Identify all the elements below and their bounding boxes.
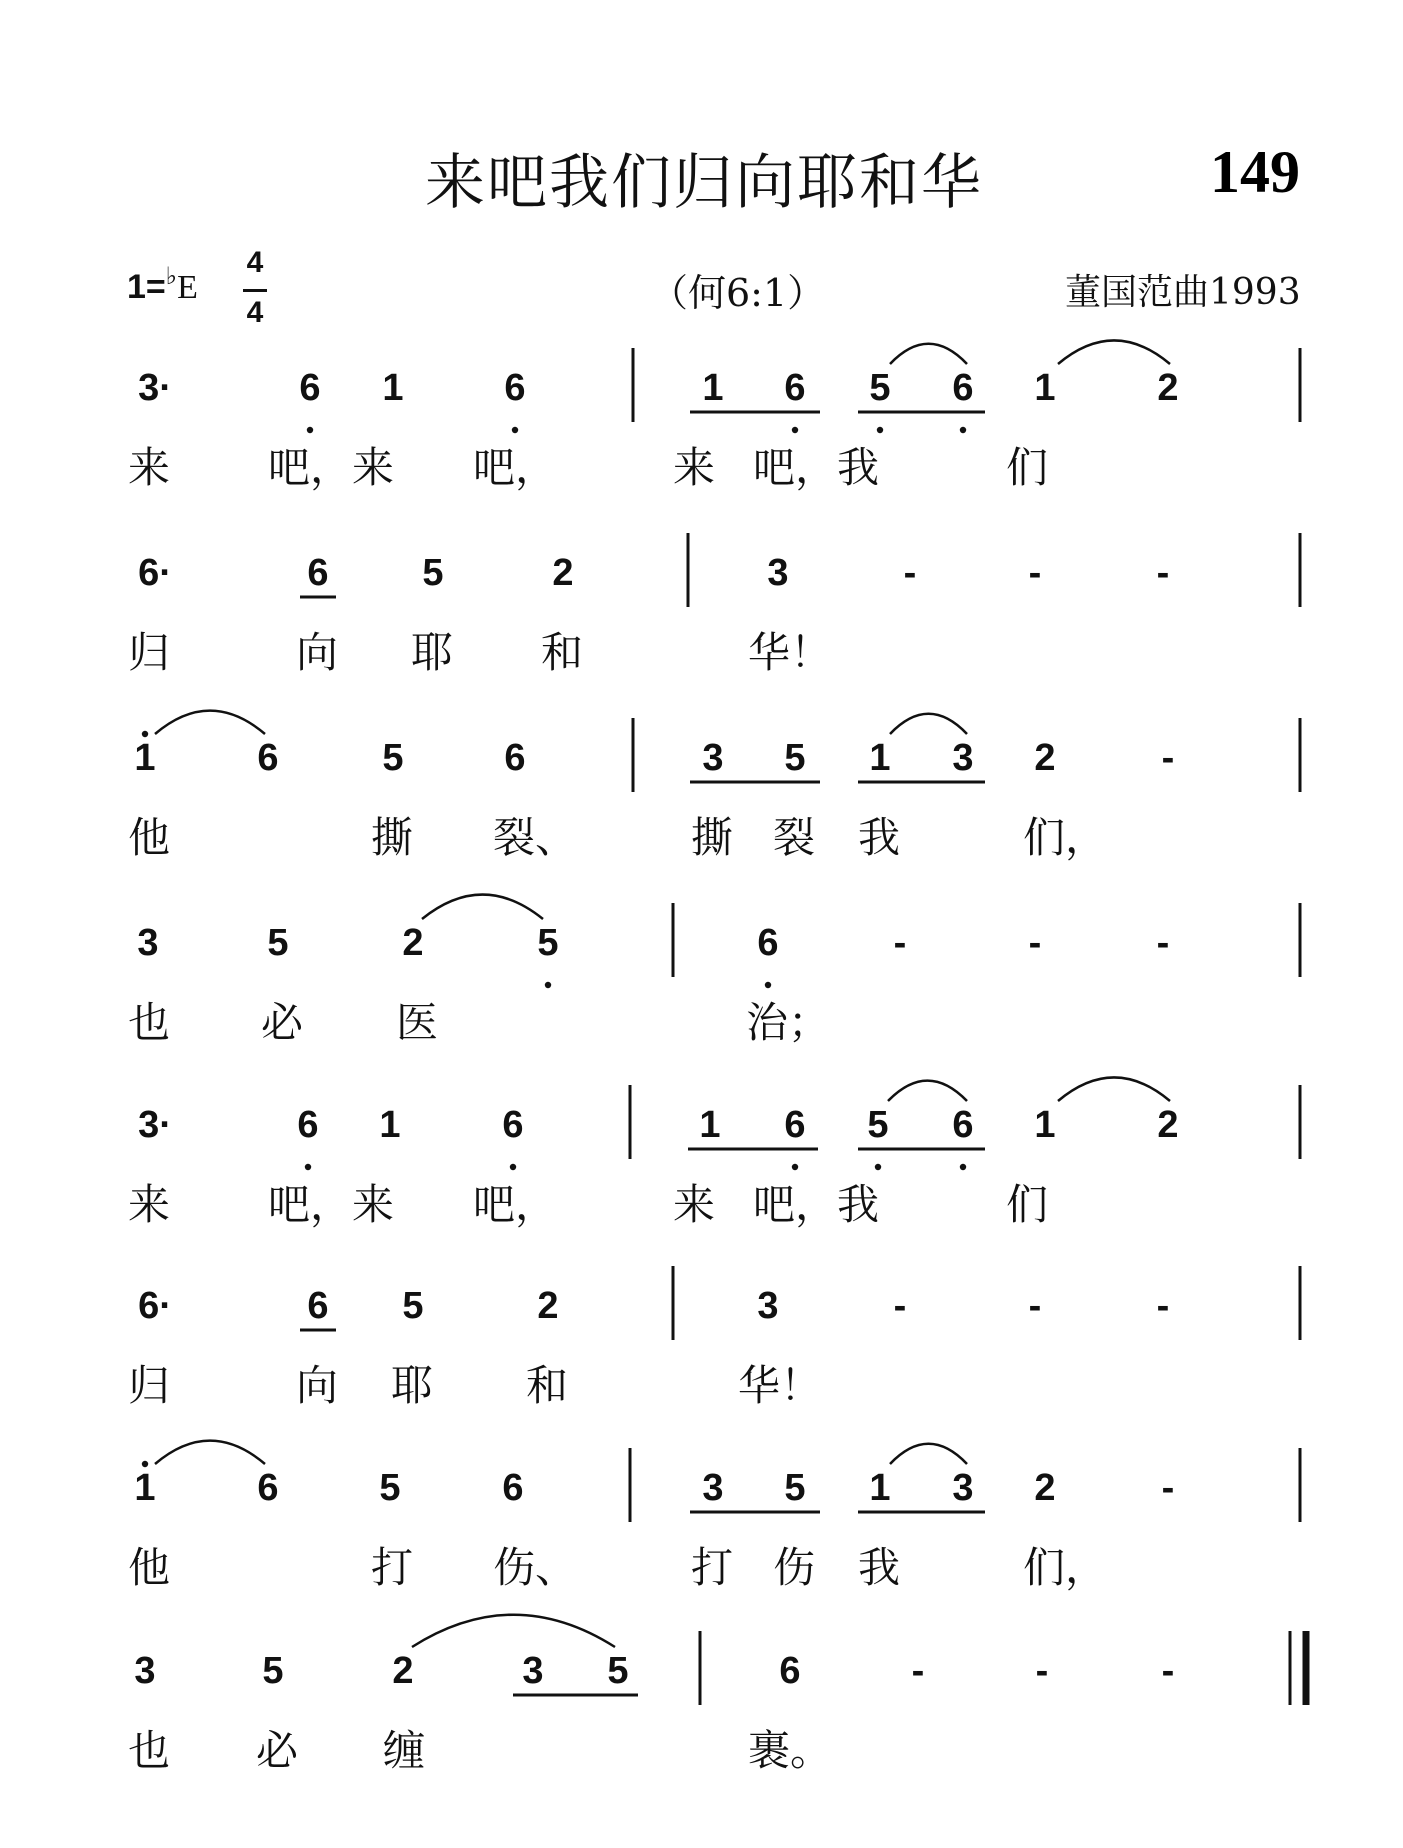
note: 2 <box>1157 1104 1179 1146</box>
lyric: 来 <box>673 443 716 492</box>
hymn-number: 149 <box>1210 139 1300 205</box>
slur <box>890 344 967 364</box>
note: 6· <box>138 552 172 594</box>
note: 6 <box>257 737 279 779</box>
lyric: 向 <box>296 628 339 677</box>
lyric: 来 <box>128 1180 171 1229</box>
note: 1 <box>869 737 891 779</box>
note: 3 <box>702 1467 724 1509</box>
note: 1 <box>134 737 156 779</box>
note: 6 <box>779 1650 801 1692</box>
dash-extension: - <box>1156 922 1170 964</box>
time-signature-top: 4 <box>246 246 264 279</box>
note: 3 <box>757 1285 779 1327</box>
octave-dot-below <box>960 427 966 433</box>
dash-extension: - <box>1161 737 1175 779</box>
lyric: 必 <box>261 998 304 1047</box>
lyric: 缠 <box>383 1726 426 1775</box>
note: 2 <box>1034 1467 1056 1509</box>
octave-dot-below <box>792 427 798 433</box>
note: 2 <box>537 1285 559 1327</box>
note: 5 <box>382 737 404 779</box>
lyric: 耶 <box>411 628 454 677</box>
octave-dot-below <box>875 1164 881 1170</box>
dash-extension: - <box>1161 1650 1175 1692</box>
slur <box>1058 340 1170 364</box>
dash-extension: - <box>893 1285 907 1327</box>
octave-dot-below <box>792 1164 798 1170</box>
scripture-reference: （何6:1） <box>650 271 826 315</box>
note: 1 <box>699 1104 721 1146</box>
note: 3 <box>137 922 159 964</box>
lyric: 裂、 <box>493 813 578 862</box>
key-prefix: 1= <box>127 268 166 306</box>
lyric: 我 <box>858 813 901 862</box>
lyric: 们 <box>1006 1180 1049 1229</box>
lyric: 吧，我 <box>753 443 880 492</box>
slur <box>155 711 265 734</box>
note: 5 <box>379 1467 401 1509</box>
note: 5 <box>867 1104 889 1146</box>
lyric: 打 <box>371 1543 414 1592</box>
note: 1 <box>134 1467 156 1509</box>
dash-extension: - <box>1161 1467 1175 1509</box>
lyric: 华！ <box>738 1361 823 1410</box>
slur <box>890 1444 967 1464</box>
note: 5 <box>267 922 289 964</box>
note: 5 <box>784 737 806 779</box>
lyric: 华！ <box>748 628 833 677</box>
note: 1 <box>869 1467 891 1509</box>
lyric: 吧，来 <box>268 1180 395 1229</box>
note: 1 <box>1034 367 1056 409</box>
octave-dot-below <box>305 1164 311 1170</box>
lyric: 归 <box>128 1361 171 1410</box>
lyric: 归 <box>128 628 171 677</box>
note: 3 <box>767 552 789 594</box>
lyric: 们 <box>1006 443 1049 492</box>
note: 1 <box>1034 1104 1056 1146</box>
note: 6 <box>257 1467 279 1509</box>
slur <box>155 1441 265 1464</box>
note: 5 <box>537 922 559 964</box>
note: 5 <box>402 1285 424 1327</box>
note: 5 <box>784 1467 806 1509</box>
lyric: 吧， <box>473 443 558 492</box>
note: 6 <box>502 1467 524 1509</box>
octave-dot-below <box>877 427 883 433</box>
note: 5 <box>262 1650 284 1692</box>
hymn-title: 来吧我们归向耶和华 <box>425 148 983 218</box>
lyric: 和 <box>526 1361 569 1410</box>
note: 2 <box>552 552 574 594</box>
note: 3 <box>134 1650 156 1692</box>
key-letter: E <box>177 269 198 306</box>
octave-dot-below <box>307 427 313 433</box>
lyric: 吧， <box>473 1180 558 1229</box>
dash-extension: - <box>1028 1285 1042 1327</box>
note: 3· <box>138 1104 172 1146</box>
lyric: 医 <box>396 998 439 1047</box>
note: 6 <box>307 1285 329 1327</box>
note: 1 <box>379 1104 401 1146</box>
lyric: 也 <box>128 998 171 1047</box>
note: 6 <box>504 737 526 779</box>
lyric: 来 <box>673 1180 716 1229</box>
lyric: 治； <box>746 998 831 1047</box>
lyric: 伤 <box>773 1543 816 1592</box>
dash-extension: - <box>911 1650 925 1692</box>
note: 6 <box>757 922 779 964</box>
lyric: 也 <box>128 1726 171 1775</box>
lyric: 和 <box>541 628 584 677</box>
time-signature-bottom: 4 <box>246 296 264 329</box>
note: 3· <box>138 367 172 409</box>
lyric: 们， <box>1023 813 1108 862</box>
lyric: 裹。 <box>748 1726 833 1775</box>
note: 3 <box>952 737 974 779</box>
lyric: 我 <box>858 1543 901 1592</box>
lyric: 打 <box>691 1543 734 1592</box>
note: 2 <box>392 1650 414 1692</box>
note: 6 <box>297 1104 319 1146</box>
dash-extension: - <box>1028 552 1042 594</box>
lyric: 裂 <box>773 813 816 862</box>
note: 3 <box>522 1650 544 1692</box>
note: 1 <box>382 367 404 409</box>
note: 2 <box>1034 737 1056 779</box>
note: 6 <box>502 1104 524 1146</box>
note: 5 <box>869 367 891 409</box>
octave-dot-below <box>765 982 771 988</box>
note: 6 <box>307 552 329 594</box>
lyric: 吧，来 <box>268 443 395 492</box>
octave-dot-above <box>142 731 148 737</box>
octave-dot-below <box>510 1164 516 1170</box>
slur <box>412 1615 615 1647</box>
note: 6 <box>299 367 321 409</box>
note: 6 <box>504 367 526 409</box>
octave-dot-below <box>512 427 518 433</box>
lyric: 来 <box>128 443 171 492</box>
dash-extension: - <box>1156 552 1170 594</box>
lyric: 他 <box>128 813 171 862</box>
octave-dot-below <box>960 1164 966 1170</box>
slur <box>422 895 543 919</box>
dash-extension: - <box>903 552 917 594</box>
lyric: 吧，我 <box>753 1180 880 1229</box>
note: 1 <box>702 367 724 409</box>
note: 6 <box>952 367 974 409</box>
dash-extension: - <box>893 922 907 964</box>
dash-extension: - <box>1028 922 1042 964</box>
flat-sign: ♭ <box>165 263 178 290</box>
lyric: 伤、 <box>493 1543 578 1592</box>
note: 6 <box>784 1104 806 1146</box>
lyric: 向 <box>296 1361 339 1410</box>
lyric: 们， <box>1023 1543 1108 1592</box>
lyric: 他 <box>128 1543 171 1592</box>
note: 5 <box>607 1650 629 1692</box>
octave-dot-below <box>545 982 551 988</box>
composer-credit: 董国范曲1993 <box>1065 272 1301 313</box>
slur <box>888 1081 967 1101</box>
note: 3 <box>702 737 724 779</box>
note: 3 <box>952 1467 974 1509</box>
lyric: 撕 <box>691 813 734 862</box>
note: 2 <box>1157 367 1179 409</box>
dash-extension: - <box>1156 1285 1170 1327</box>
slur <box>1058 1077 1170 1101</box>
dash-extension: - <box>1035 1650 1049 1692</box>
note: 6· <box>138 1285 172 1327</box>
note: 5 <box>422 552 444 594</box>
lyric: 必 <box>256 1726 299 1775</box>
slur <box>890 714 967 734</box>
lyric: 耶 <box>391 1361 434 1410</box>
lyric: 撕 <box>371 813 414 862</box>
note: 6 <box>784 367 806 409</box>
octave-dot-above <box>142 1461 148 1467</box>
note: 2 <box>402 922 424 964</box>
note: 6 <box>952 1104 974 1146</box>
